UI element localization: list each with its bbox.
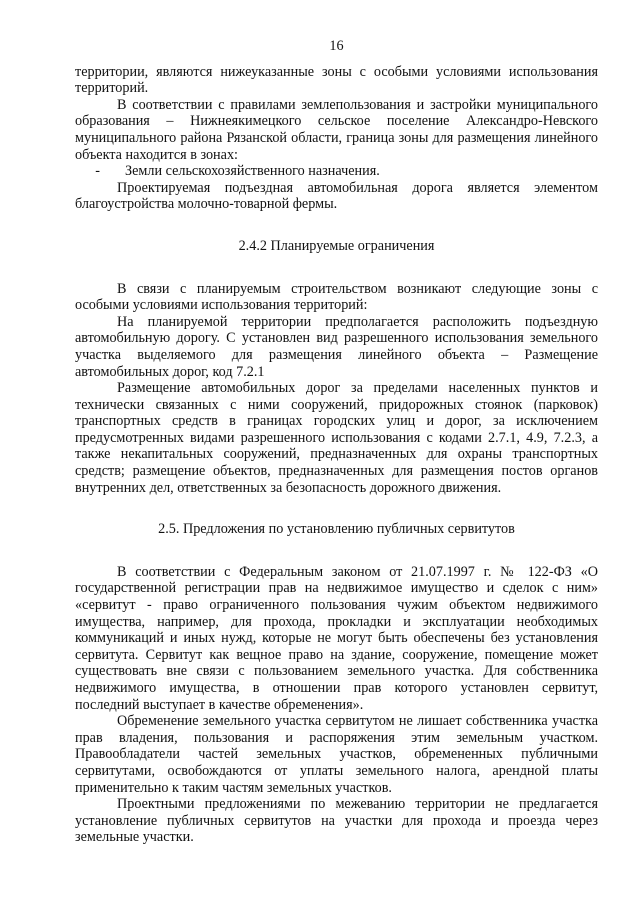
page-number: 16 bbox=[329, 38, 344, 54]
paragraph-proposals: Проектными предложениями по межеванию территории не предлагается установление публичных сервитутов на участки для прохода и проезда через земельные участки. bbox=[75, 796, 598, 846]
bullet-item bbox=[75, 163, 598, 180]
paragraph-zoning-rules: В соответствии с правилами землепользования и застройки муниципального образования – Нижнеякимецкого сельское поселение Александро-Невского муниципального района Рязанской области, граница зоны для размещения линейного объекта находится в зонах: bbox=[75, 96, 598, 163]
bullet-dash: - bbox=[95, 163, 100, 180]
paragraph-encumbrance: Обременение земельного участка сервитутом не лишает собственника участка прав владения, пользования и распоряжения этим земельным участком. Правообладатели частей земельных участков, обремененных публичными сервитутами, освобождаются от уплаты земельного налога, арендной платы применительно к таким частям земельных участков. bbox=[75, 713, 598, 796]
paragraph-continuation: территории, являются нижеуказанные зоны с особыми условиями использования территорий. bbox=[75, 63, 598, 97]
paragraph-access-road: Проектируемая подъездная автомобильная дорога является элементом благоустройства молочно-товарной фермы. bbox=[75, 179, 598, 213]
paragraph-federal-law: В соответствии с Федеральным законом от 21.07.1997 г. № 122-ФЗ «О государственной регистрации прав на недвижимое имущество и сделок с ним» «сервитут - право ограниченного пользования чужим объектом недвижимого имущества, например, для прохода, прокладки и эксплуатации необходимых коммуникаций и иных нужд, которые не могут быть обеспечены без установления сервитута. Сервитут как вещное право на здание, сооружение, помещение может существовать вне связи с пользованием земельного участка. Для собственника недвижимого имущества, в отношении прав которого установлен сервитут, последний выступает в качестве обременения». bbox=[75, 563, 598, 713]
paragraph-road-placement: Размещение автомобильных дорог за пределами населенных пунктов и технически связанных с ними сооружений, придорожных стоянок (парковок) транспортных средств в границах городских улиц и дорог, за исключением предусмотренных видами разрешенного использования с кодами 2.7.1, 4.9, 7.2.3, а также некапитальных сооружений, предназначенных для охраны транспортных средств; размещение объектов, предназначенных для размещения постов органов внутренних дел, ответственных за безопасность дорожного движения. bbox=[75, 380, 598, 496]
section-heading-2-5: 2.5. Предложения по установлению публичных сервитутов bbox=[158, 521, 515, 538]
section-heading-2-4-2: 2.4.2 Планируемые ограничения bbox=[238, 237, 435, 254]
paragraph-planned-road: На планируемой территории предполагается расположить подъездную автомобильную дорогу. С установлен вид разрешенного использования земельного участка выделяемого для размещения линейного объекта – Размещение автомобильных дорог, код 7.2.1 bbox=[75, 313, 598, 380]
bullet-text: Земли сельскохозяйственного назначения. bbox=[125, 163, 380, 180]
paragraph-restriction-zones: В связи с планируемым строительством возникают следующие зоны с особыми условиями использования территорий: bbox=[75, 280, 598, 314]
